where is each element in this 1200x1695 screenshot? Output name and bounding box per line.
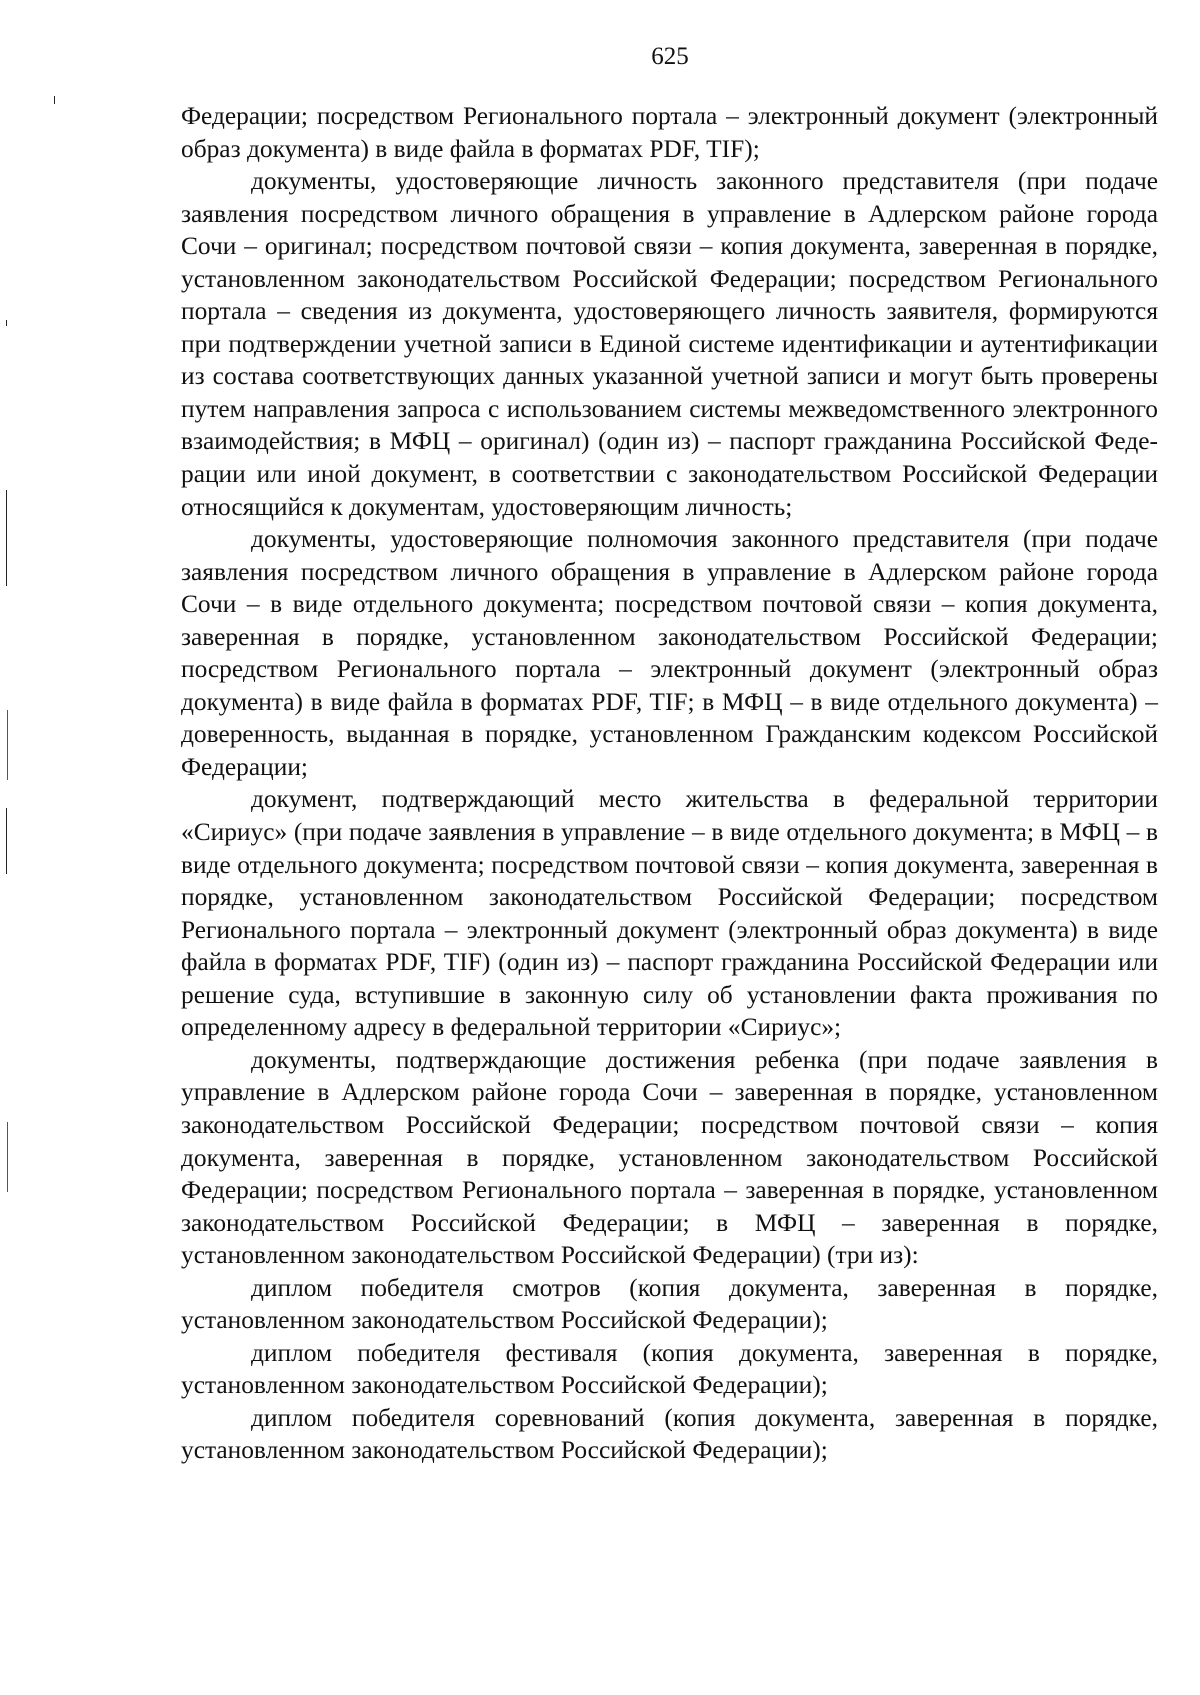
paragraph: документы, подтверждающие достижения ребенка (при подаче заявления в управление в Адлерском районе города Сочи – заверенная в порядке, установленном законодательством Российской Федерации; посредством почтовой связи – копия документа, заверенная в порядке, установленном законодательством Российской Федерации; посредством Регионального портала – заверенная в порядке, установленном законодательством Российской Федерации; в МФЦ – заверенная в порядке, установленном законодательством Российской Федерации) (три из): bbox=[181, 1045, 1158, 1270]
page-number: 625 bbox=[651, 43, 689, 70]
paragraph: диплом победителя соревнований (копия документа, заверенная в порядке, установленном законодательством Российской Федерации); bbox=[181, 1403, 1158, 1465]
scan-artifact-mark bbox=[6, 808, 7, 874]
paragraph: документы, удостоверяющие личность законного представителя (при подаче заявления посредством личного обращения в управление в Адлерском районе города Сочи – оригинал; посредством почтовой связи – копия документа, заверенная в порядке, установленном законодательством Российской Федерации; посредством Регионального портала – сведения из документа, удостоверяющего личность заявителя, формируются при подтверждении учетной записи в Единой системе идентификации и аутентификации из состава соответствующих данных указанной учетной записи и могут быть проверены путем направления запроса с использованием системы межведомственного электронного взаимодействия; в МФЦ – оригинал) (один из) – паспорт гражданина Российской Федерации или иной документ, в соответствии с законодательством Российской Федерации относящийся к документам, удостоверяющим личность; bbox=[181, 167, 1158, 521]
paragraph: диплом победителя смотров (копия документа, заверенная в порядке, установленном законодательством Российской Федерации); bbox=[181, 1273, 1158, 1335]
paragraph: Федерации; посредством Регионального портала – электронный документ (электронный образ документа) в виде файла в форматах PDF, TIF); bbox=[181, 102, 1158, 163]
paragraph: документы, удостоверяющие полномочия законного представителя (при подаче заявления посредством личного обращения в управление в Адлерском районе города Сочи – в виде отдельного документа; посредством почтовой связи – копия документа, заверенная в порядке, установленном законодательством Российской Федерации; посредством Регионального портала – электронный документ (электронный образ документа) в виде файла в форматах PDF, TIF; в МФЦ – в виде отдельного документа) – доверенность, выданная в порядке, установленном Гражданским кодексом Российской Федерации; bbox=[181, 525, 1158, 781]
paragraph: документ, подтверждающий место жительства в федеральной территории «Сириус» (при подаче заявления в управление – в виде отдельного документа; в МФЦ – в виде отдельного документа; посредством почтовой связи – копия документа, заверенная в порядке, установленном законодательством Российской Федерации; посредством Регионального портала – электронный документ (электронный образ документа) в виде файла в форматах PDF, TIF) (один из) – паспорт гражданина Российской Федерации или решение суда, вступившие в законную силу об установлении факта проживания по определенному адресу в федеральной территории «Сириус»; bbox=[181, 785, 1158, 1042]
scan-artifact-mark bbox=[7, 710, 8, 780]
paragraph: диплом победителя фестиваля (копия документа, заверенная в порядке, установленном законодательством Российской Федерации); bbox=[181, 1338, 1158, 1400]
document-body bbox=[181, 100, 1158, 1467]
scan-artifact-mark bbox=[6, 490, 7, 586]
scan-artifact-mark bbox=[7, 1122, 8, 1192]
scan-artifact-mark bbox=[6, 320, 7, 326]
scan-artifact-mark bbox=[54, 96, 55, 104]
